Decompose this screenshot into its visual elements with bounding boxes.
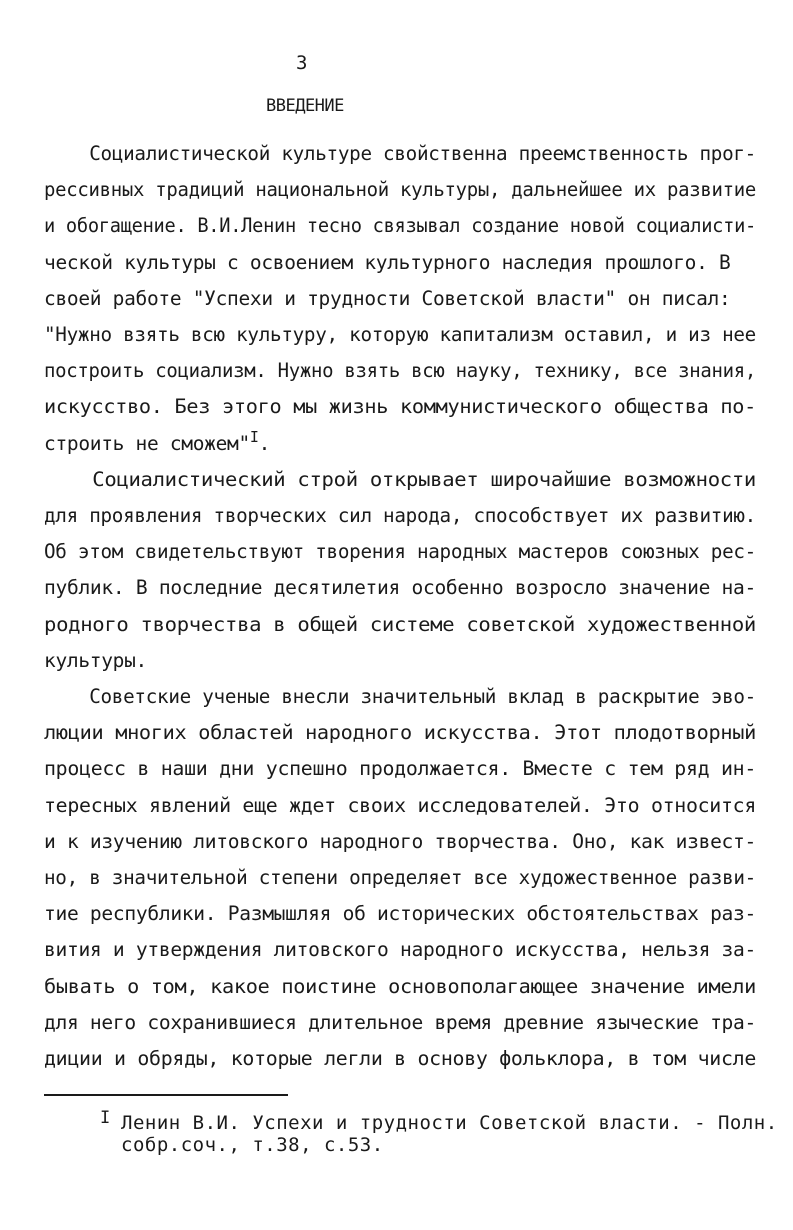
body-line: тересных явлений еще ждет своих исследователей. Это относится	[44, 793, 756, 817]
body-line: рессивных традиций национальной культуры, дальнейшее их развитие	[44, 178, 756, 202]
footnote-reference: I	[249, 427, 259, 446]
footnote-line-1: Ленин В.И. Успехи и трудности Советской власти. - Полн.	[121, 1112, 778, 1134]
sentence-end: .	[258, 431, 271, 455]
body-line: построить социализм. Нужно взять всю науку, технику, все знания,	[44, 359, 756, 383]
body-line: и к изучению литовского народного творчества. Оно, как извест-	[44, 829, 756, 853]
body-line: Социалистической культуре свойственна преемственность прог-	[44, 142, 756, 165]
page-number: 3	[296, 52, 308, 74]
body-line: тие республики. Размышляя об исторических обстоятельствах раз-	[44, 902, 756, 926]
body-line: для него сохранившиеся длительное время древние языческие тра-	[44, 1010, 756, 1034]
body-line: и обогащение. В.И.Ленин тесно связывал создание новой социалисти-	[44, 214, 756, 238]
body-line: своей работе "Успехи и трудности Советской власти" он писал:	[44, 286, 731, 310]
body-line: ческой культуры с освоением культурного наследия прошлого. В	[44, 250, 731, 274]
body-line: вития и утверждения литовского народного искусства, нельзя за-	[44, 938, 756, 962]
body-line: родного творчества в общей системе советской художественной	[44, 612, 756, 636]
body-line: "Нужно взять всю культуру, которую капитализм оставил, и из нее	[44, 323, 756, 346]
body-line: искусство. Без этого мы жизнь коммунистического общества по-	[44, 395, 757, 419]
footnote-marker: I	[100, 1108, 111, 1128]
body-line: для проявления творческих сил народа, способствует их развитию.	[44, 504, 756, 527]
footnote-divider	[44, 1094, 288, 1096]
body-line: строить не сможем"$^I$.	[44, 427, 271, 455]
body-line: Об этом свидетельствуют творения народных мастеров союзных рес-	[44, 540, 756, 564]
section-heading: ВВЕДЕНИЕ	[266, 96, 344, 116]
body-line: бывать о том, какое поистине основополагающее значение имели	[44, 974, 757, 998]
body-line: Советские ученые внесли значительный вклад в раскрытие эво-	[44, 685, 756, 708]
body-line: но, в значительной степени определяет все художественное разви-	[44, 866, 756, 889]
body-line: публик. В последние десятилетия особенно возросло значение на-	[44, 576, 756, 600]
body-line: культуры.	[44, 648, 147, 672]
body-line: Социалистический строй открывает широчайшие возможности	[44, 467, 756, 491]
footnote-line-2: собр.соч., т.38, с.53.	[121, 1134, 384, 1156]
body-line: процесс в наши дни успешно продолжается. Вместе с тем ряд ин-	[44, 757, 756, 781]
body-line: люции многих областей народного искусства. Этот плодотворный	[44, 721, 757, 745]
body-line: диции и обряды, которые легли в основу фольклора, в том числе	[44, 1047, 756, 1070]
